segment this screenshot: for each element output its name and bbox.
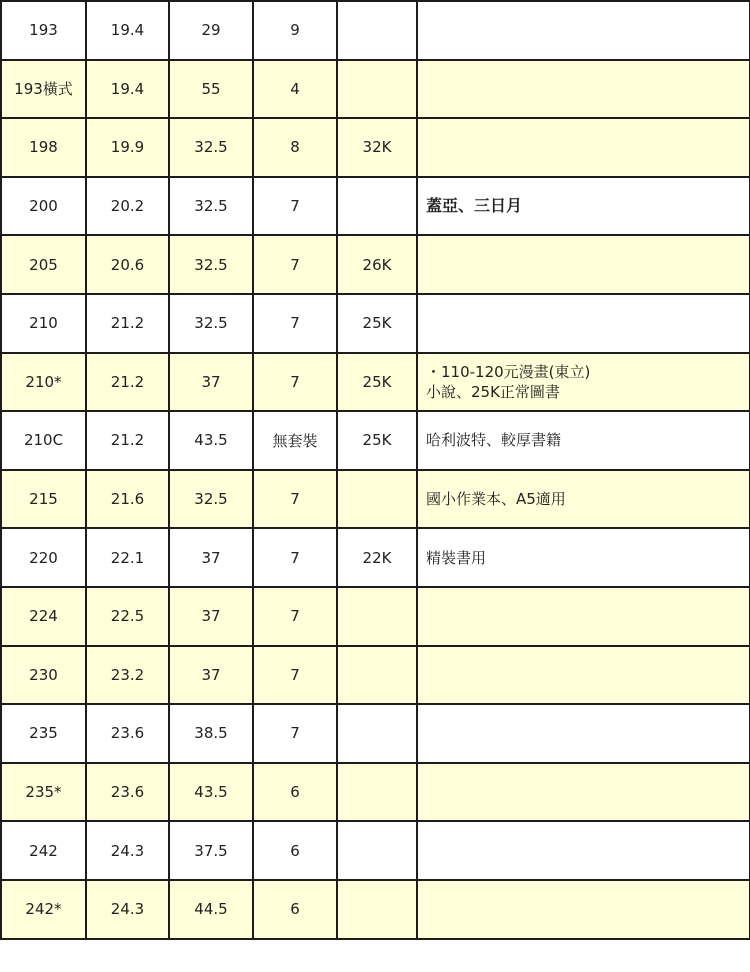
cell-format: 32K: [337, 118, 417, 177]
cell-width: 20.2: [86, 177, 169, 236]
table-row: [1, 1, 750, 60]
cell-length: 32.5: [169, 235, 253, 294]
note-text: 國小作業本、A5適用: [426, 490, 566, 509]
cell-size: 210*: [1, 353, 86, 412]
note-line: 小說、25K正常圖書: [426, 382, 560, 401]
table-row: [1, 880, 750, 939]
table-row: [1, 587, 750, 646]
cell-note: [417, 118, 750, 177]
cell-width: 21.2: [86, 411, 169, 470]
cell-length: 37.5: [169, 821, 253, 880]
table-row: [1, 821, 750, 880]
cell-width: 20.6: [86, 235, 169, 294]
cell-length: 32.5: [169, 470, 253, 529]
table-body: [1, 1, 750, 939]
cell-width: 23.2: [86, 646, 169, 705]
cell-width: 23.6: [86, 763, 169, 822]
cell-format: [337, 763, 417, 822]
table-row: [1, 646, 750, 705]
table-row: [1, 60, 750, 119]
cell-note: [417, 763, 750, 822]
cell-size: 205: [1, 235, 86, 294]
cell-count: 7: [253, 353, 337, 412]
cell-length: 37: [169, 587, 253, 646]
cell-count: 無套裝: [253, 411, 337, 470]
cell-note: [417, 353, 750, 412]
cell-width: 22.5: [86, 587, 169, 646]
note-text: 哈利波特、較厚書籍: [426, 431, 562, 450]
cell-size: 193: [1, 1, 86, 60]
cell-length: 43.5: [169, 411, 253, 470]
cell-note: [417, 177, 750, 236]
cell-format: [337, 704, 417, 763]
cell-format: 25K: [337, 294, 417, 353]
cell-note: [417, 470, 750, 529]
cell-length: 29: [169, 1, 253, 60]
table-row: [1, 528, 750, 587]
cell-length: 32.5: [169, 177, 253, 236]
table-row: [1, 704, 750, 763]
cell-format: [337, 177, 417, 236]
cell-note: [417, 1, 750, 60]
cell-format: [337, 60, 417, 119]
cell-count: 7: [253, 528, 337, 587]
cell-note: [417, 235, 750, 294]
cell-note: [417, 60, 750, 119]
table-row: [1, 763, 750, 822]
table-row: [1, 235, 750, 294]
cell-size: 235*: [1, 763, 86, 822]
cell-width: 24.3: [86, 821, 169, 880]
cell-width: 21.2: [86, 294, 169, 353]
cell-format: [337, 587, 417, 646]
cell-width: 19.4: [86, 60, 169, 119]
cell-note: [417, 587, 750, 646]
cell-count: 6: [253, 763, 337, 822]
cell-format: [337, 821, 417, 880]
cell-note: [417, 704, 750, 763]
cell-size: 210: [1, 294, 86, 353]
cell-format: [337, 880, 417, 939]
cell-size: 242: [1, 821, 86, 880]
cell-length: 44.5: [169, 880, 253, 939]
cell-width: 23.6: [86, 704, 169, 763]
cell-size: 220: [1, 528, 86, 587]
cell-count: 7: [253, 235, 337, 294]
note-line: ・110-120元漫畫(東立): [426, 362, 591, 381]
cell-note: [417, 821, 750, 880]
cell-size: 193橫式: [1, 60, 86, 119]
cell-count: 6: [253, 880, 337, 939]
cell-count: 6: [253, 821, 337, 880]
cell-count: 7: [253, 704, 337, 763]
cell-width: 19.4: [86, 1, 169, 60]
cell-note: [417, 528, 750, 587]
cell-length: 55: [169, 60, 253, 119]
cell-count: 7: [253, 177, 337, 236]
cell-count: 9: [253, 1, 337, 60]
table-row: [1, 118, 750, 177]
table-row: [1, 411, 750, 470]
cell-length: 43.5: [169, 763, 253, 822]
cell-size: 210C: [1, 411, 86, 470]
cell-size: 235: [1, 704, 86, 763]
cell-format: [337, 1, 417, 60]
cell-size: 230: [1, 646, 86, 705]
cell-width: 21.6: [86, 470, 169, 529]
cell-length: 37: [169, 646, 253, 705]
cell-format: 25K: [337, 353, 417, 412]
cell-length: 37: [169, 353, 253, 412]
cell-size: 242*: [1, 880, 86, 939]
cell-length: 32.5: [169, 118, 253, 177]
note-text: 蓋亞、三日月: [426, 196, 523, 216]
note-text: 精裝書用: [426, 548, 487, 567]
cell-width: 19.9: [86, 118, 169, 177]
cell-format: [337, 646, 417, 705]
table-row: [1, 470, 750, 529]
cell-note: [417, 411, 750, 470]
cell-format: 26K: [337, 235, 417, 294]
cell-size: 215: [1, 470, 86, 529]
cell-count: 7: [253, 587, 337, 646]
cell-size: 224: [1, 587, 86, 646]
cell-length: 38.5: [169, 704, 253, 763]
cell-count: 4: [253, 60, 337, 119]
cell-count: 7: [253, 646, 337, 705]
cell-format: 25K: [337, 411, 417, 470]
cell-format: [337, 470, 417, 529]
cell-width: 24.3: [86, 880, 169, 939]
cell-length: 32.5: [169, 294, 253, 353]
table-row: [1, 353, 750, 412]
cell-size: 198: [1, 118, 86, 177]
cell-count: 7: [253, 470, 337, 529]
cell-count: 7: [253, 294, 337, 353]
cell-format: 22K: [337, 528, 417, 587]
cell-note: [417, 880, 750, 939]
cell-size: 200: [1, 177, 86, 236]
table-row: [1, 177, 750, 236]
cell-width: 22.1: [86, 528, 169, 587]
cell-length: 37: [169, 528, 253, 587]
cell-count: 8: [253, 118, 337, 177]
cell-note: [417, 646, 750, 705]
cell-width: 21.2: [86, 353, 169, 412]
cell-note: [417, 294, 750, 353]
table-row: [1, 294, 750, 353]
